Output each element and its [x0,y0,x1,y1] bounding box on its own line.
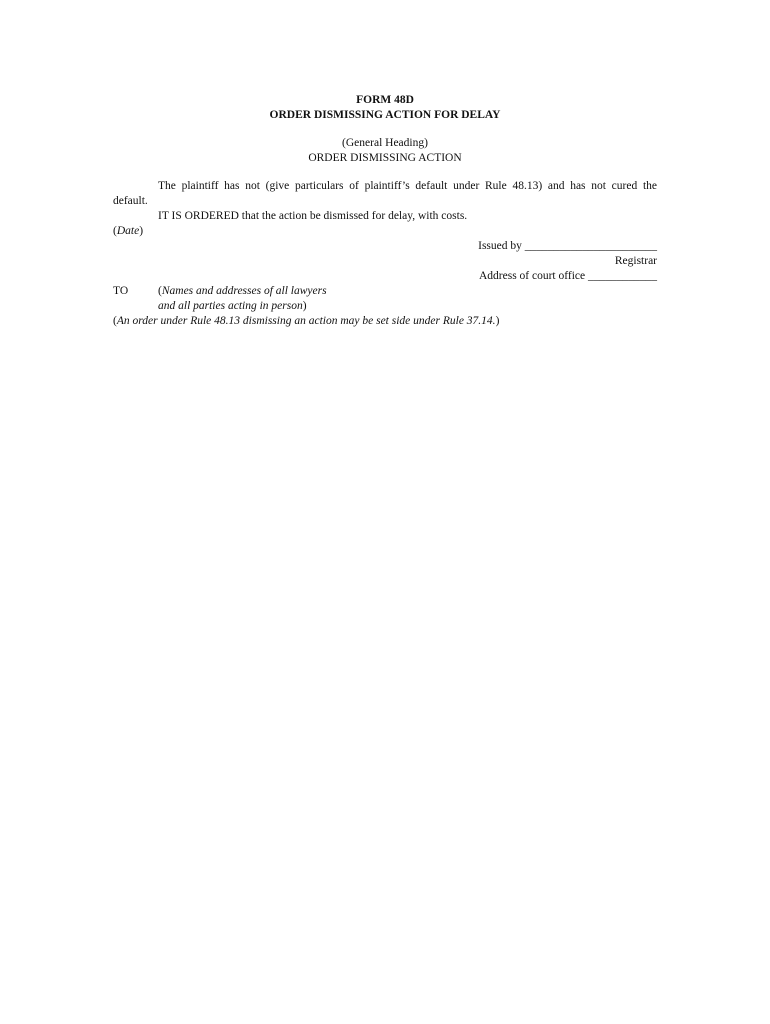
footnote-text: An order under Rule 48.13 dismissing an action may be set side under Rule 37.14. [116,315,496,327]
form-content [113,93,657,329]
paragraph-1-line-1: The plaintiff has not (give particulars of plaintiff’s default under Rule 48.13) and has not cured the [158,180,657,192]
recipients-line-1-text: Names and addresses of all lawyers [161,285,327,297]
court-office-line: Address of court office ____________ [478,270,657,282]
recipients-line-2 [158,299,327,314]
form-number: FORM 48D [356,94,414,106]
to-label: TO [113,285,129,297]
recipients-text [158,284,327,314]
general-heading: (General Heading) [342,137,428,149]
date-label: Date [116,225,140,237]
footnote-open-paren: ( [113,315,117,327]
order-subtitle: ORDER DISMISSING ACTION [308,152,462,164]
order-paragraph-1 [113,179,657,209]
recipients-open-paren: ( [158,285,162,297]
spacer [113,123,657,136]
spacer [113,166,657,179]
date-open-paren: ( [113,225,117,237]
footnote-close-paren: ) [495,315,500,327]
registrar-label: Registrar [614,255,657,267]
date-placeholder [113,224,657,239]
paragraph-1-line-2: default. [113,195,148,207]
recipients-line-2-text: and all parties acting in person [158,300,303,312]
footnote [113,314,657,329]
issued-by-line: Issued by _______________________ [478,240,657,252]
recipients-block [113,284,657,314]
date-close-paren: ) [139,225,144,237]
recipients-close-paren: ) [302,300,307,312]
order-paragraph-2: IT IS ORDERED that the action be dismissed for delay, with costs. [158,210,468,222]
recipients-line-1 [158,284,327,299]
form-title: ORDER DISMISSING ACTION FOR DELAY [269,109,501,121]
